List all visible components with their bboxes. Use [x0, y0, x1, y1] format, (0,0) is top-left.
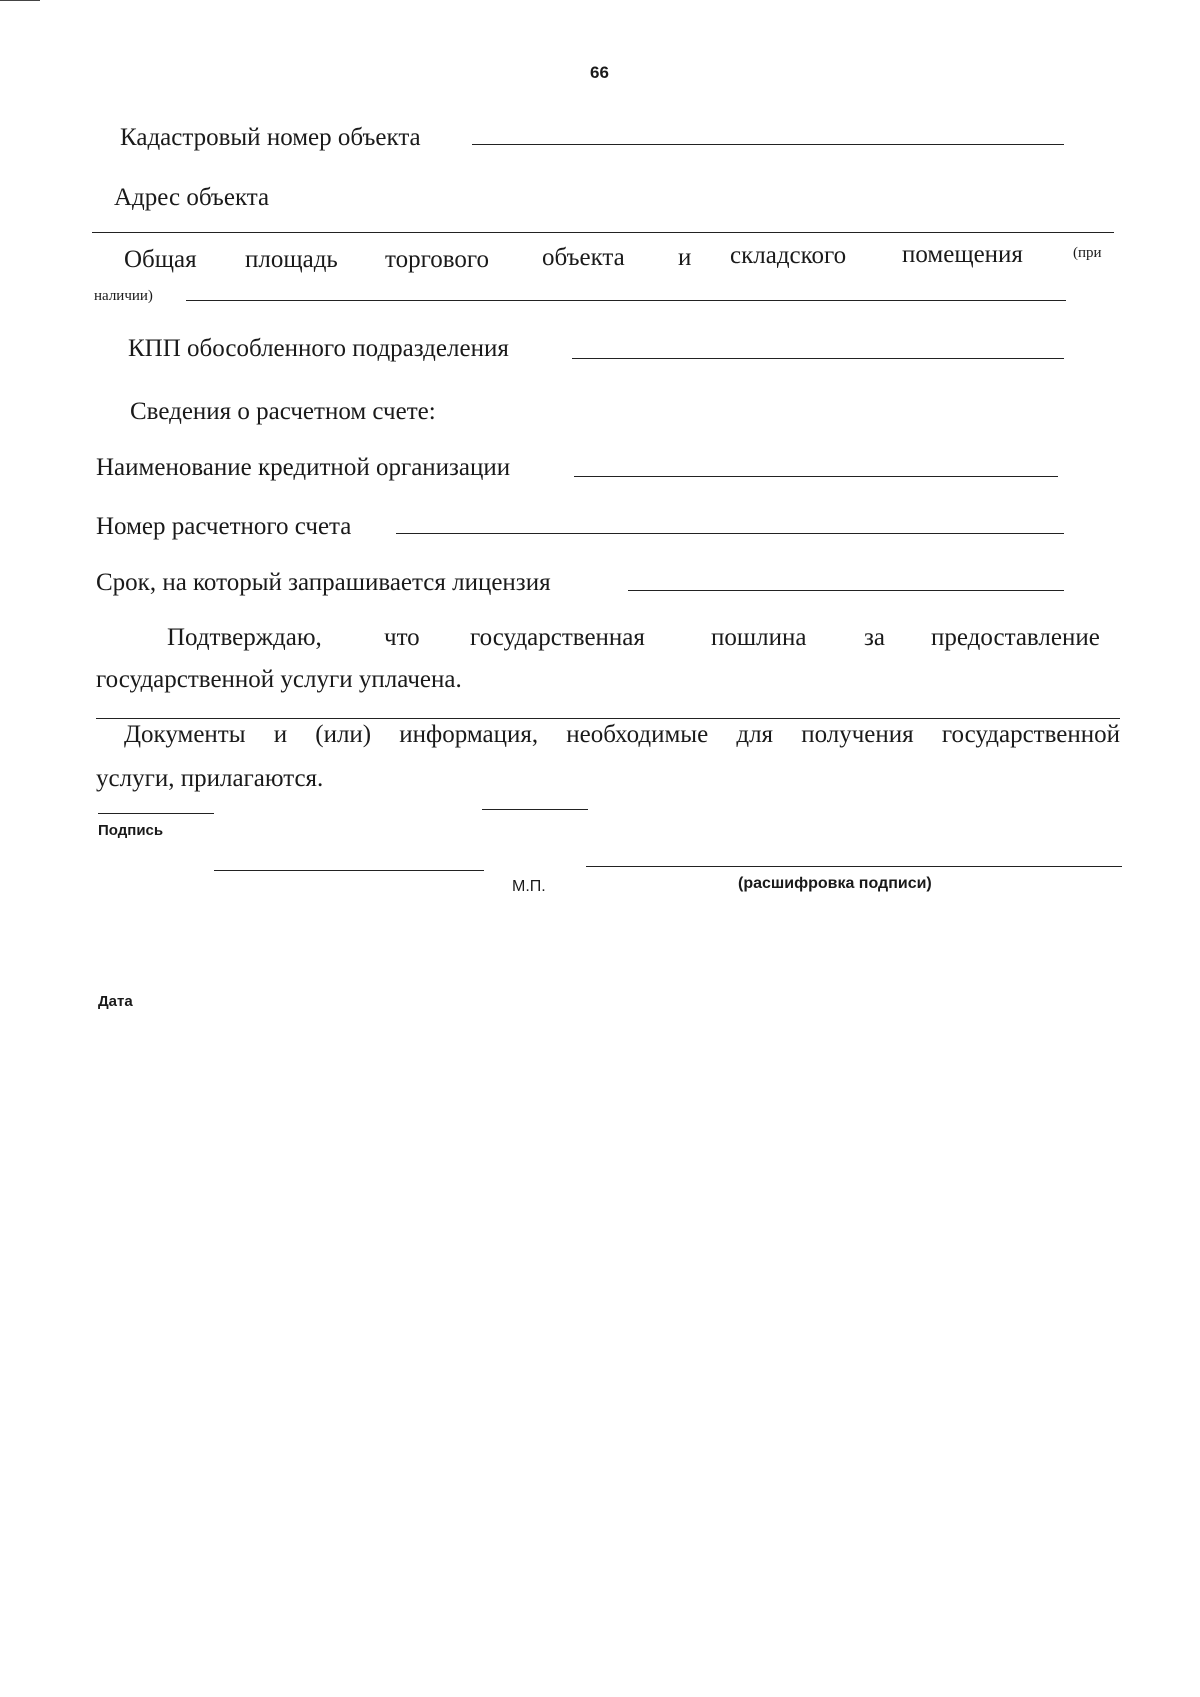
bank-name-label: Наименование кредитной организации: [96, 454, 511, 481]
signature-short-line[interactable]: [482, 809, 588, 810]
signature-decoding-label: (расшифровка подписи): [738, 875, 932, 892]
kpp-label: КПП обособленного подразделения: [128, 335, 509, 362]
area-note-end: наличии): [94, 288, 153, 304]
confirmation-line[interactable]: [96, 718, 1120, 719]
date-label: Дата: [98, 993, 133, 1010]
area-word: и: [678, 244, 692, 271]
area-word: Общая: [124, 246, 197, 273]
signature-name-line[interactable]: [214, 870, 484, 871]
scan-corner-mark: [0, 0, 40, 1]
confirmation-word: предоставление: [931, 624, 1100, 651]
confirmation-line2: государственной услуги уплачена.: [96, 666, 462, 693]
area-word: складского: [730, 242, 847, 269]
area-note-start: (при: [1073, 245, 1102, 261]
stamp-label: М.П.: [512, 878, 546, 895]
total-area-line[interactable]: [186, 300, 1066, 301]
confirmation-word: что: [384, 624, 420, 651]
area-word: торгового: [385, 246, 489, 273]
account-number-label: Номер расчетного счета: [96, 513, 352, 540]
confirmation-word: пошлина: [711, 624, 807, 651]
confirmation-word: Подтверждаю,: [167, 624, 322, 651]
confirmation-word: за: [864, 624, 885, 651]
area-word: объекта: [542, 244, 625, 271]
account-number-line[interactable]: [396, 533, 1064, 534]
object-address-line[interactable]: [92, 232, 1114, 233]
kpp-line[interactable]: [572, 358, 1064, 359]
area-word: помещения: [902, 241, 1023, 268]
signature-decoding-line[interactable]: [586, 866, 1122, 867]
area-word: площадь: [245, 246, 338, 273]
signature-line[interactable]: [98, 813, 214, 814]
cadastral-number-line[interactable]: [472, 144, 1064, 145]
bank-name-line[interactable]: [574, 476, 1058, 477]
account-info-label: Сведения о расчетном счете:: [130, 398, 436, 425]
confirmation-word: государственная: [470, 624, 645, 651]
documents-line1: Документы и (или) информация, необходимые для получения государственной: [124, 721, 1120, 748]
license-term-line[interactable]: [628, 590, 1064, 591]
cadastral-number-label: Кадастровый номер объекта: [120, 124, 421, 151]
documents-line2: услуги, прилагаются.: [96, 765, 324, 792]
license-term-label: Срок, на который запрашивается лицензия: [96, 569, 551, 596]
signature-label: Подпись: [98, 822, 164, 839]
object-address-label: Адрес объекта: [114, 184, 270, 211]
page-number: 66: [590, 63, 609, 82]
